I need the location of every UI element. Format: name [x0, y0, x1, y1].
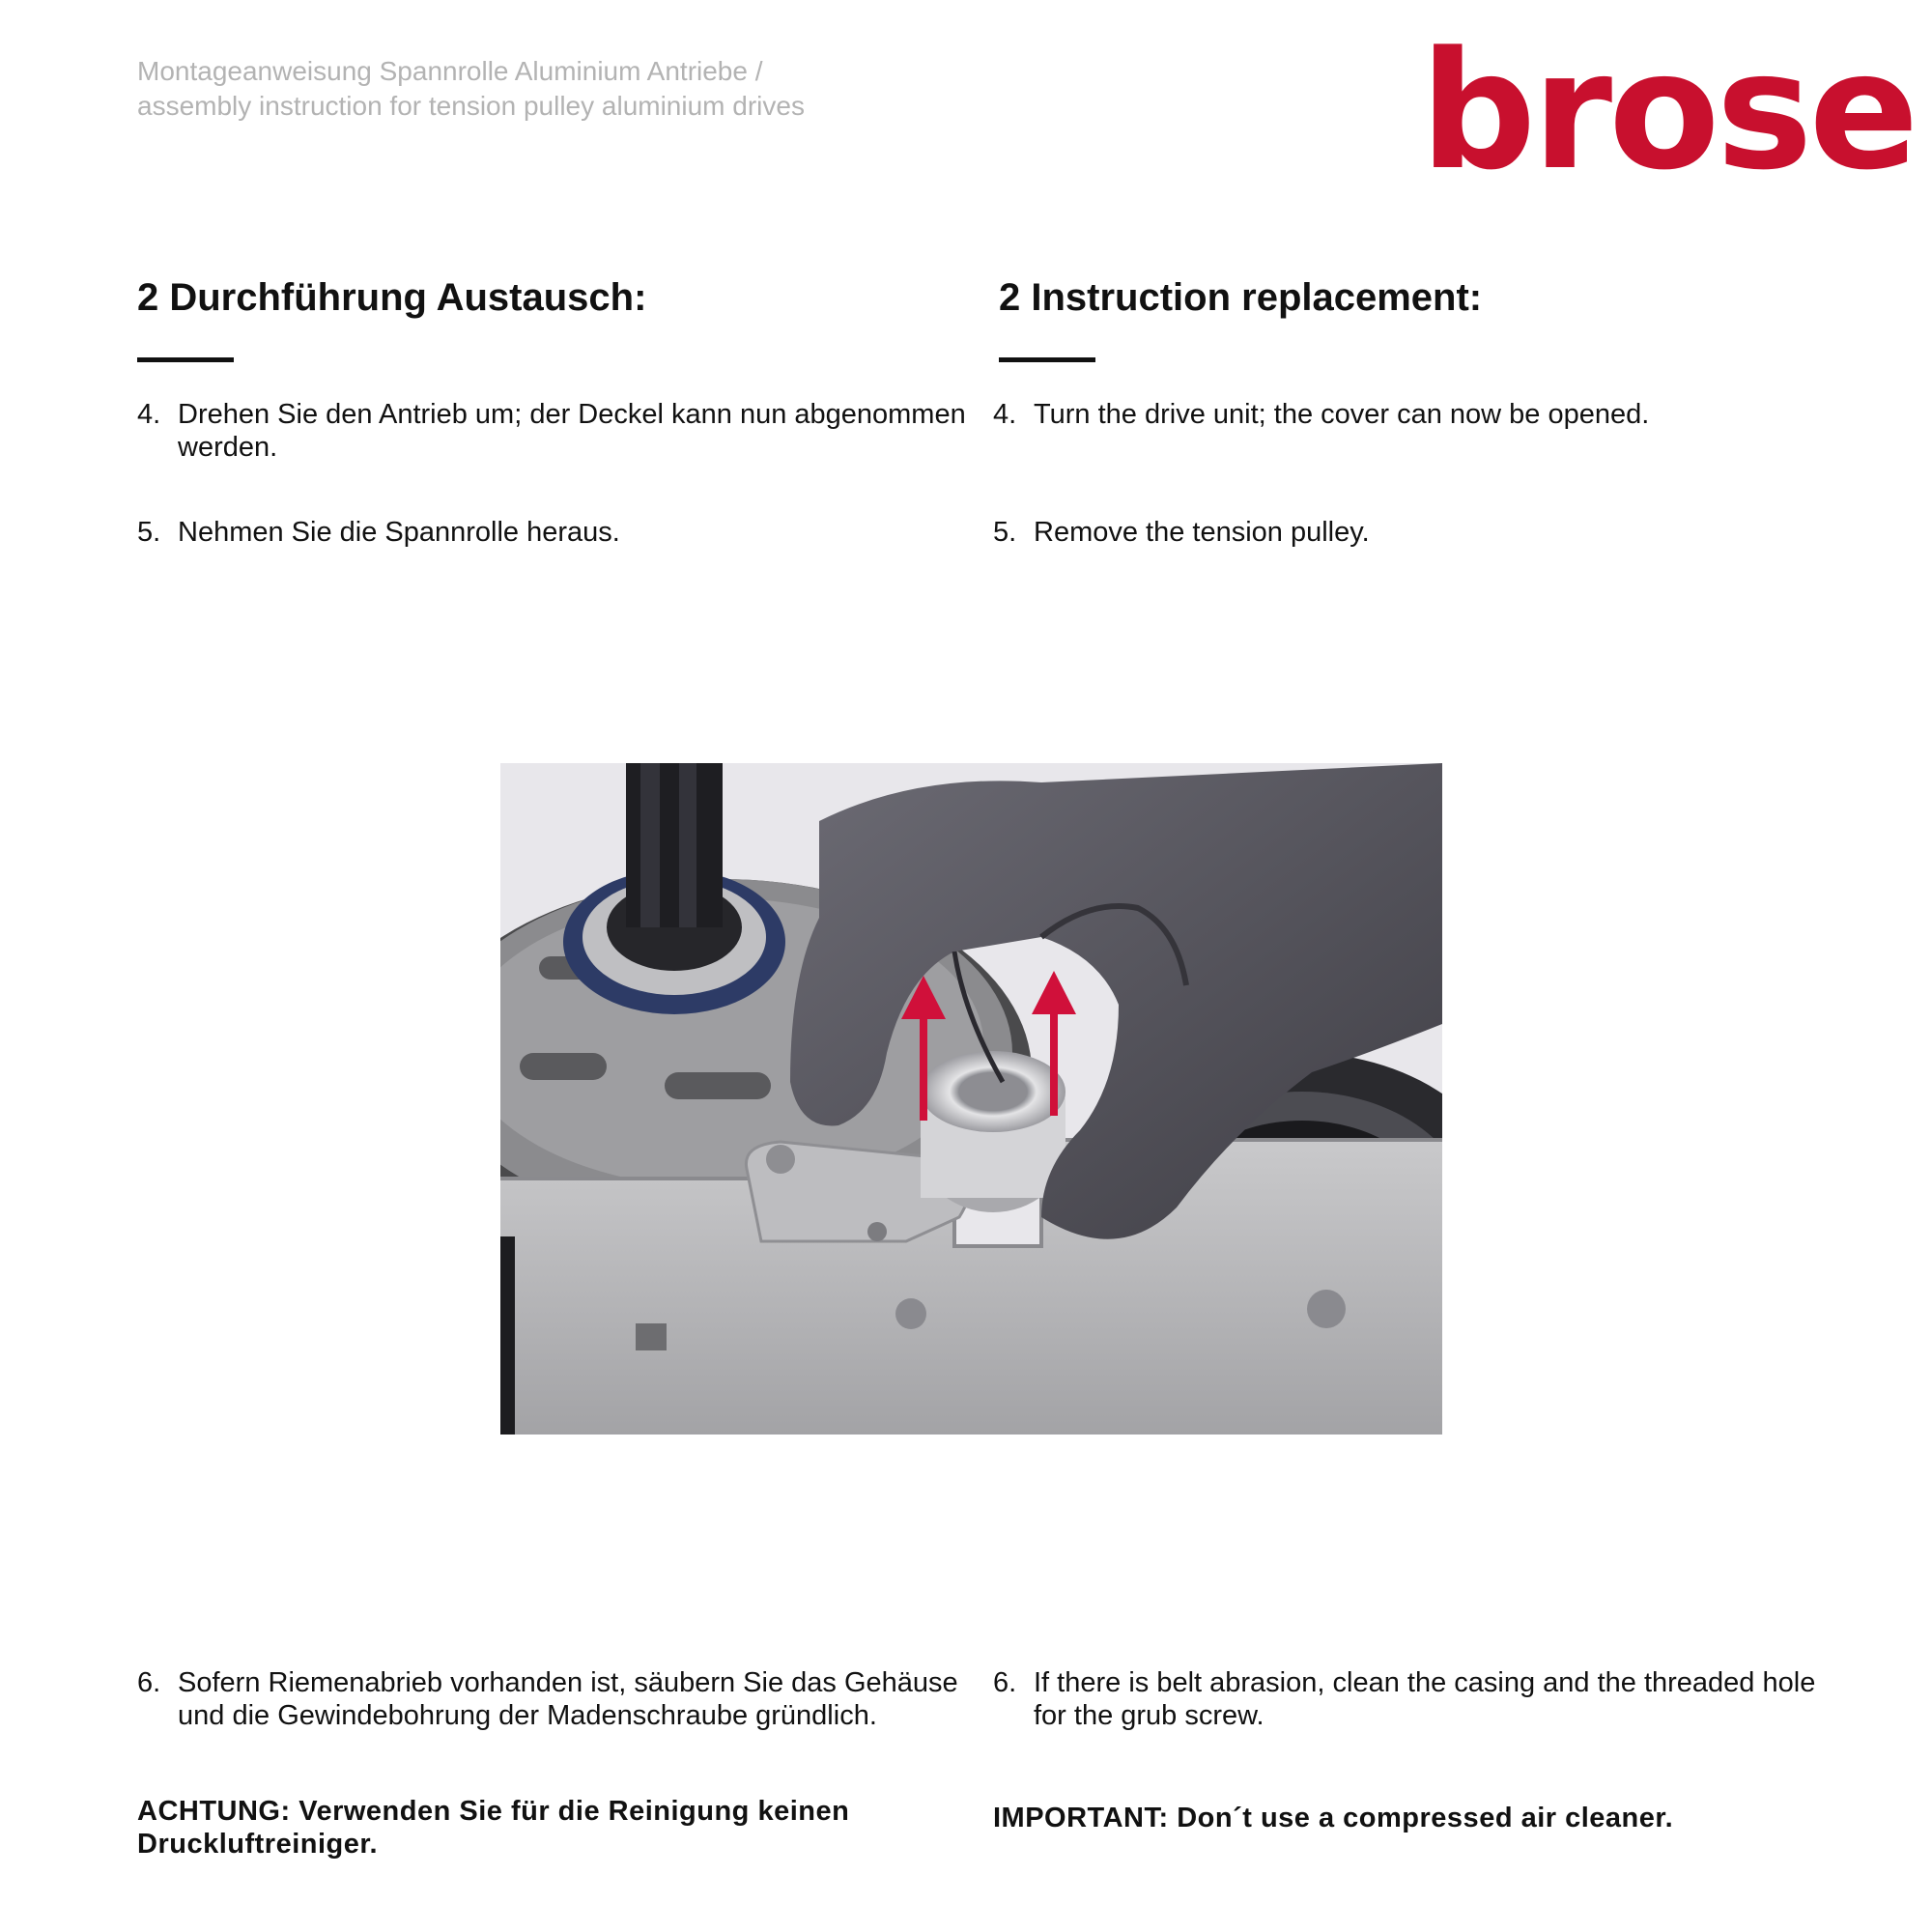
english-step-5: [993, 516, 1826, 549]
english-step-4: [993, 398, 1826, 431]
english-warning: IMPORTANT: Don´t use a compressed air cleaner.: [993, 1803, 1674, 1833]
step-number: 6.: [137, 1667, 161, 1698]
german-step-5: [137, 516, 970, 549]
subtitle-line-2: assembly instruction for tension pulley aluminium drives: [137, 91, 805, 121]
step-text: Turn the drive unit; the cover can now be opened.: [1034, 399, 1650, 430]
tension-pulley-photo: [500, 763, 1442, 1435]
german-section-title: 2 Durchführung Austausch:: [137, 276, 647, 319]
german-warning: ACHTUNG: Verwenden Sie für die Reinigung keinen Druckluftreiniger.: [137, 1796, 850, 1860]
step-number: 6.: [993, 1667, 1017, 1698]
step-text: Sofern Riemenabrieb vorhanden ist, säubern Sie das Gehäuse und die Gewindebohrung der Madenschraube gründlich.: [178, 1667, 958, 1731]
brose-logo: brose: [1420, 16, 1916, 206]
english-title-divider: [999, 357, 1095, 362]
english-section-title: 2 Instruction replacement:: [999, 276, 1483, 319]
german-title-divider: [137, 357, 234, 362]
german-step-6: [137, 1666, 970, 1732]
step-number: 4.: [137, 399, 161, 430]
step-text: If there is belt abrasion, clean the casing and the threaded hole for the grub screw.: [1034, 1667, 1816, 1731]
subtitle-line-1: Montageanweisung Spannrolle Aluminium Antriebe /: [137, 56, 763, 86]
german-step-4: [137, 398, 970, 464]
step-text: Drehen Sie den Antrieb um; der Deckel kann nun abgenommen werden.: [178, 399, 966, 463]
english-step-6: [993, 1666, 1826, 1732]
document-subtitle: [137, 54, 805, 124]
step-text: Remove the tension pulley.: [1034, 517, 1370, 548]
step-number: 5.: [993, 517, 1017, 548]
photo-illustration: [500, 763, 1442, 1435]
step-number: 4.: [993, 399, 1017, 430]
step-text: Nehmen Sie die Spannrolle heraus.: [178, 517, 620, 548]
step-number: 5.: [137, 517, 161, 548]
